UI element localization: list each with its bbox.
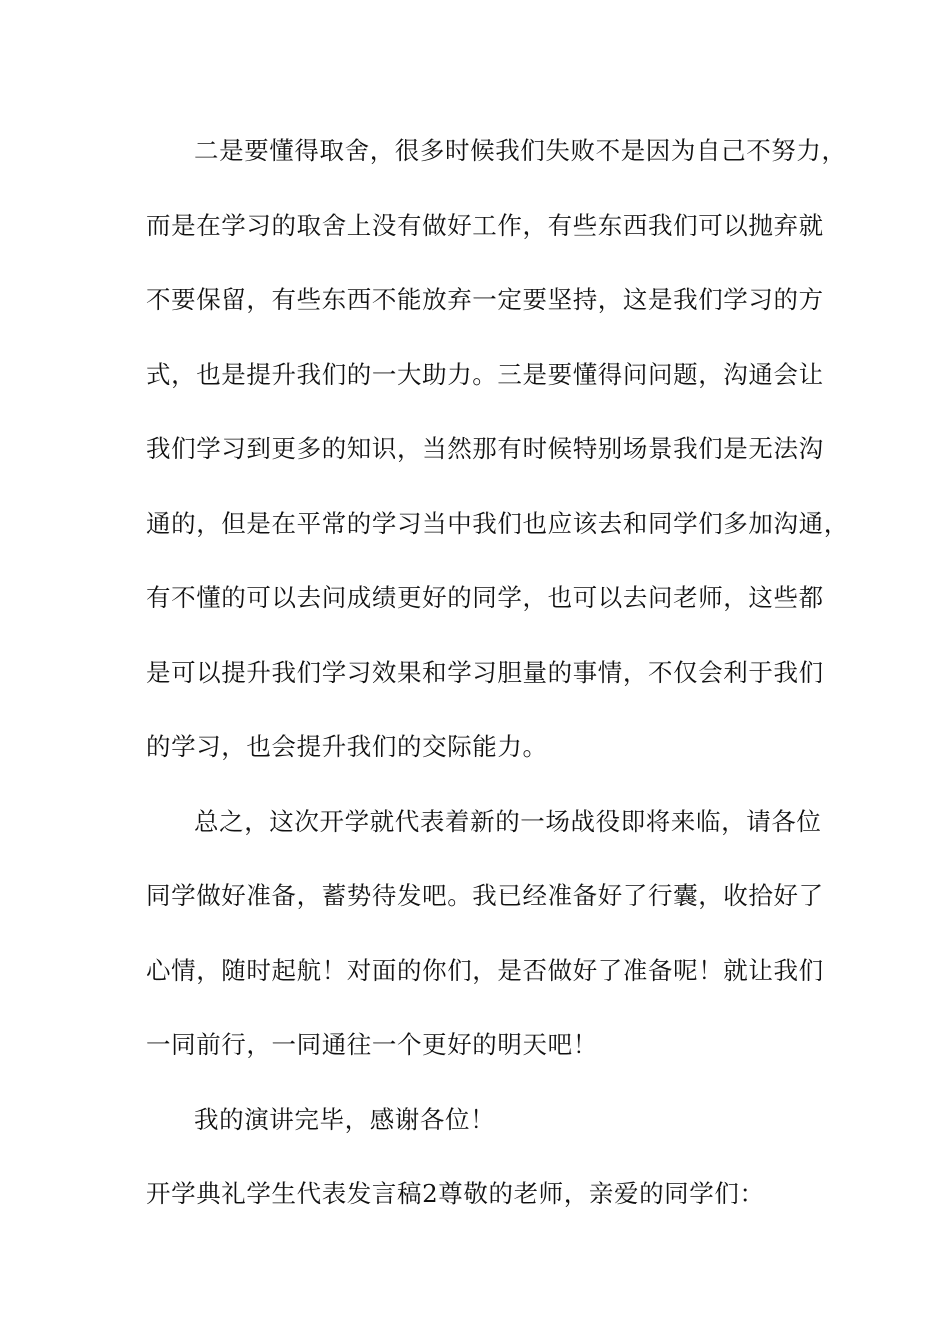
paragraph-line-8: 是可以提升我们学习效果和学习胆量的事情，不仅会利于我们	[146, 658, 824, 687]
paragraph-line-5: 我们学习到更多的知识，当然那有时候特别场景我们是无法沟	[146, 434, 824, 463]
paragraph-line-6: 通的，但是在平常的学习当中我们也应该去和同学们多加沟通，	[146, 509, 849, 538]
paragraph-line-11: 同学做好准备，蓄势待发吧。我已经准备好了行囊，收拾好了	[146, 881, 824, 910]
paragraph-line-12: 心情，随时起航！对面的你们，是否做好了准备呢！就让我们	[146, 956, 824, 985]
closing-line: 我的演讲完毕，感谢各位！	[194, 1105, 496, 1134]
paragraph-line-1: 二是要懂得取舍，很多时候我们失败不是因为自己不努力，	[194, 136, 847, 165]
paragraph-line-10: 总之，这次开学就代表着新的一场战役即将来临，请各位	[194, 807, 822, 836]
paragraph-line-9: 的学习，也会提升我们的交际能力。	[146, 732, 548, 761]
paragraph-line-7: 有不懂的可以去问成绩更好的同学，也可以去问老师，这些都	[146, 583, 824, 612]
next-speech-heading: 开学典礼学生代表发言稿2尊敬的老师，亲爱的同学们：	[146, 1179, 765, 1208]
paragraph-line-3: 不要保留，有些东西不能放弃一定要坚持，这是我们学习的方	[146, 285, 824, 314]
paragraph-line-4: 式，也是提升我们的一大助力。三是要懂得问问题，沟通会让	[146, 360, 824, 389]
paragraph-line-13: 一同前行，一同通往一个更好的明天吧！	[146, 1030, 598, 1059]
paragraph-line-2: 而是在学习的取舍上没有做好工作，有些东西我们可以抛弃就	[146, 211, 824, 240]
